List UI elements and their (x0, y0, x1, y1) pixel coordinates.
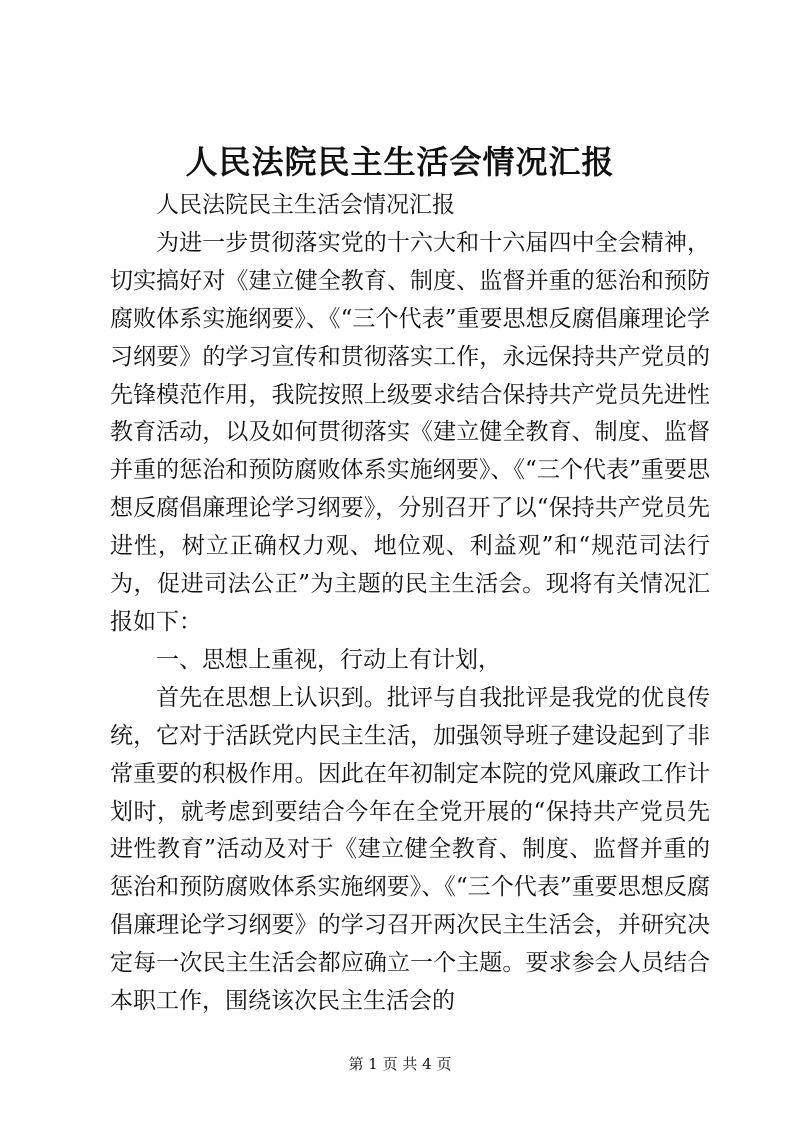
page-footer: 第 1 页 共 4 页 (348, 1055, 452, 1073)
document-title: 人民法院民主生活会情况汇报 (185, 143, 615, 181)
paragraph-body-1: 首先在思想上认识到。批评与自我批评是我党的优良传统，它对于活跃党内民主生活，加强领导班子建设起到了非常重要的积极作用。因此在年初制定本院的党风廉政工作计划时，就考虑到要结合今年在全党开展的“保持共产党员先进性教育”活动及对于《建立健全教育、制度、监督并重的惩治和预防腐败体系实施纲要》、《“三个代表”重要思想反腐倡廉理论学习纲要》的学习召开两次民主生活会，并研究决定每一次民主生活会都应确立一个主题。要求参会人员结合本职工作，围绕该次民主生活会的 (110, 684, 710, 1015)
paragraph-subtitle: 人民法院民主生活会情况汇报 (156, 192, 455, 218)
paragraph-intro: 为进一步贯彻落实党的十六大和十六届四中全会精神，切实搞好对《建立健全教育、制度、监督并重的惩治和预防腐败体系实施纲要》、《“三个代表”重要思想反腐倡廉理论学习纲要》的学习宣传和贯彻落实工作，永远保持共产党员的先锋模范作用，我院按照上级要求结合保持共产党员先进性教育活动，以及如何贯彻落实《建立健全教育、制度、监督并重的惩治和预防腐败体系实施纲要》、《“三个代表”重要思想反腐倡廉理论学习纲要》，分别召开了以“保持共产党员先进性，树立正确权力观、地位观、利益观”和“规范司法行为，促进司法公正”为主题的民主生活会。现将有关情况汇报如下： (110, 229, 710, 635)
document-body (110, 187, 710, 1021)
paragraph-heading-1: 一、思想上重视，行动上有计划， (156, 646, 501, 673)
